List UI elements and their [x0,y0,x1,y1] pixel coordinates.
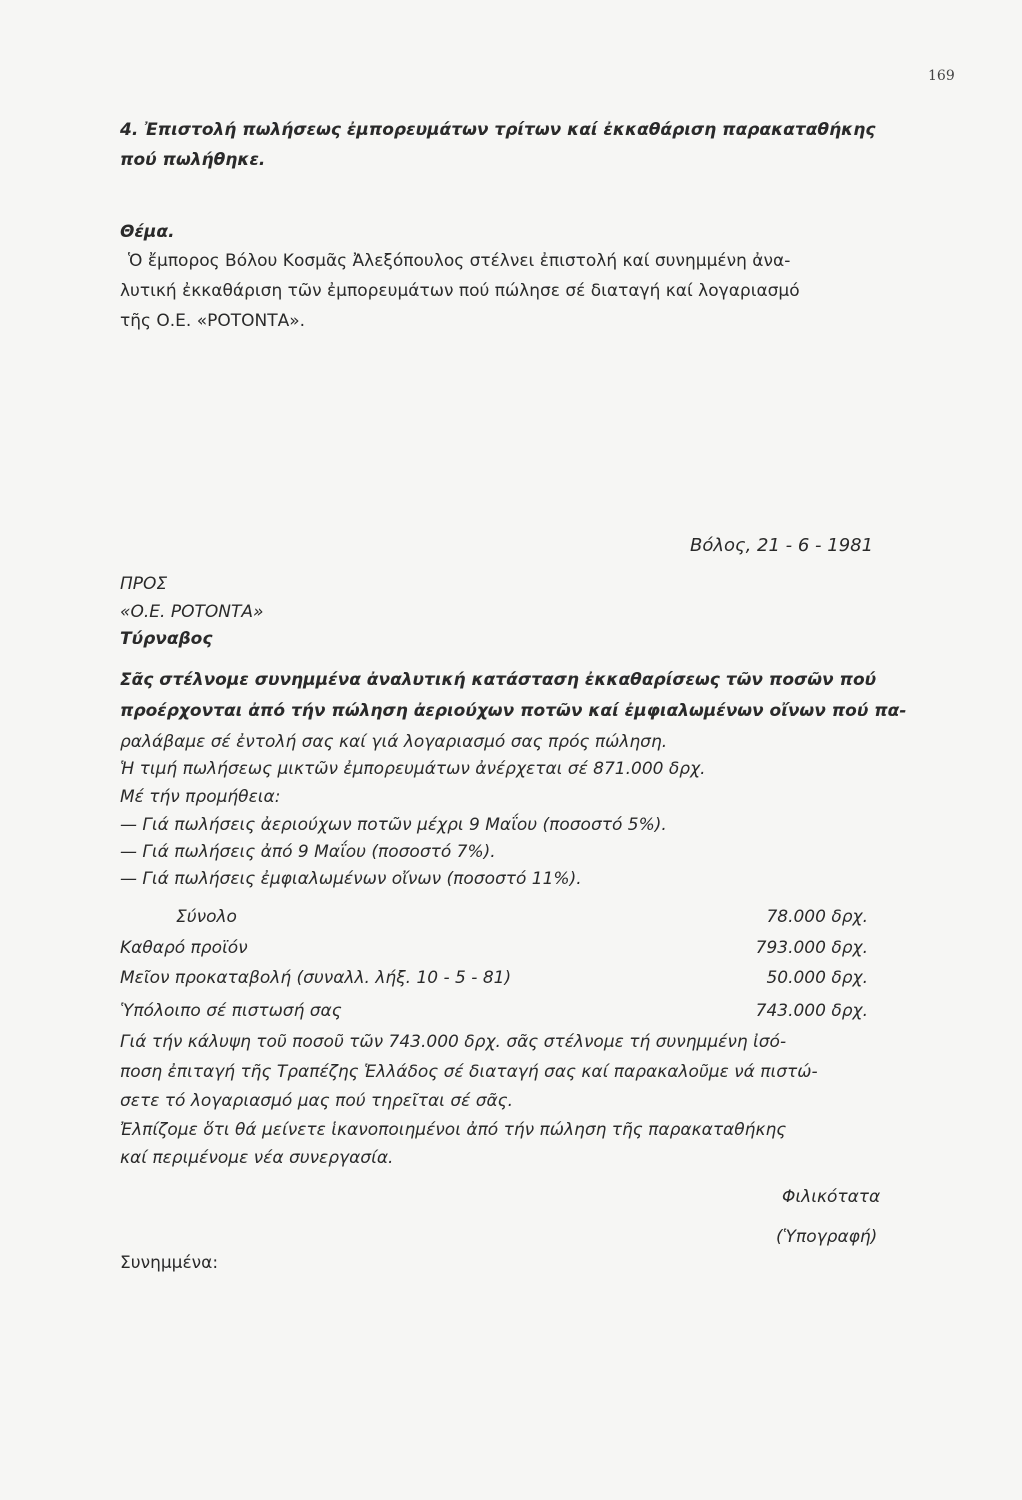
attachments-label: Συνημμένα: [120,1253,219,1273]
summary-label-total: Σύνολο [176,907,237,927]
summary-amount-net: 793.000 δρχ. [755,938,868,958]
recipient-city: Τύρναβος [120,629,213,649]
section-heading-line2: πού πωλήθηκε. [120,150,266,170]
recipient-company: «Ο.Ε. ΡΟΤΟΝΤΑ» [120,602,264,622]
subject-line: λυτική ἐκκαθάριση τῶν ἐμπορευμάτων πού πώλησε σέ διαταγή καί λογαριασμό [120,281,800,301]
price-line: Ἡ τιμή πωλήσεως μικτῶν ἐμπορευμάτων ἀνέρχεται σέ 871.000 δρχ. [120,759,706,779]
summary-label-balance: Ὑπόλοιπο σέ πιστωσή σας [120,1001,342,1021]
summary-amount-total: 78.000 δρχ. [766,907,868,927]
subject-line: τῆς Ο.Ε. «ΡΟΤΟΝΤΑ». [120,311,306,331]
section-heading-line1: 4. Ἐπιστολή πωλήσεως ἐμπορευμάτων τρίτων καί ἐκκαθάριση παρακαταθήκης [120,120,876,140]
body-line: σετε τό λογαριασμό μας πού τηρεῖται σέ σᾶς. [120,1091,514,1111]
body-line: ραλάβαμε σέ ἐντολή σας καί γιά λογαριασμό σας πρός πώληση. [120,732,668,752]
signature: (Ὑπογραφή) [776,1227,878,1247]
page-number: 169 [928,68,955,84]
commission-item: — Γιά πωλήσεις ἐμφιαλωμένων οἴνων (ποσοστό 11%). [120,869,582,889]
body-line: Σᾶς στέλνομε συνημμένα ἀναλυτική κατάσταση ἐκκαθαρίσεως τῶν ποσῶν πού [120,670,877,690]
body-line: Γιά τήν κάλυψη τοῦ ποσοῦ τῶν 743.000 δρχ. σᾶς στέλνομε τή συνημμένη ἰσό- [120,1032,787,1052]
body-line: καί περιμένομε νέα συνεργασία. [120,1148,394,1168]
closing: Φιλικότατα [782,1187,881,1207]
summary-amount-balance: 743.000 δρχ. [755,1001,868,1021]
letter-date: Βόλος, 21 - 6 - 1981 [690,535,874,556]
body-line: προέρχονται ἀπό τήν πώληση ἀεριούχων ποτῶν καί ἐμφιαλωμένων οἴνων πού πα- [120,701,907,721]
recipient-prefix: ΠΡΟΣ [120,574,168,594]
subject-line: Ὁ ἔμπορος Βόλου Κοσμᾶς Ἀλεξόπουλος στέλνει ἐπιστολή καί συνημμένη ἀνα- [128,251,791,271]
summary-label-advance: Μεῖον προκαταβολή (συναλλ. λήξ. 10 - 5 - 81) [120,968,512,988]
subject-label: Θέμα. [120,222,175,242]
body-line: ποση ἐπιταγή τῆς Τραπέζης Ἑλλάδος σέ διαταγή σας καί παρακαλοῦμε νά πιστώ- [120,1062,818,1082]
summary-label-net: Καθαρό προϊόν [120,938,248,958]
commission-label: Μέ τήν προμήθεια: [120,787,281,807]
summary-amount-advance: 50.000 δρχ. [766,968,868,988]
body-line: Ἐλπίζομε ὅτι θά μείνετε ἱκανοποιημένοι ἀπό τήν πώληση τῆς παρακαταθήκης [120,1120,787,1140]
commission-item: — Γιά πωλήσεις ἀπό 9 Μαΐου (ποσοστό 7%). [120,842,496,862]
commission-item: — Γιά πωλήσεις ἀεριούχων ποτῶν μέχρι 9 Μαΐου (ποσοστό 5%). [120,815,667,835]
